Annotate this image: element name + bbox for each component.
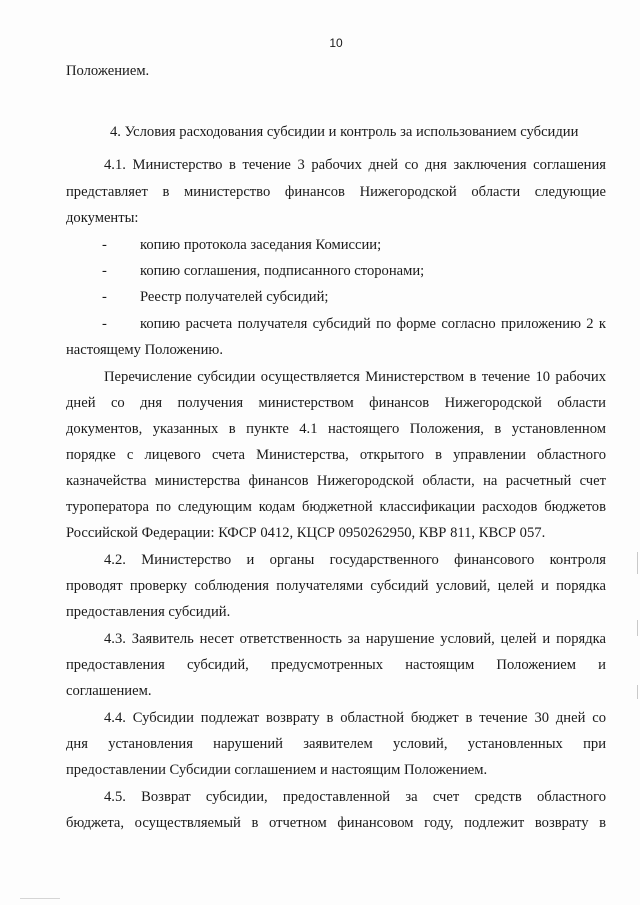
list-dash: - xyxy=(102,263,107,279)
paragraph-4-5-line-2: бюджета, осуществляемый в отчетном финансовом году, подлежит возврату в xyxy=(66,815,606,831)
paragraph-transfer-line-6: туроператора по следующим кодам бюджетной классификации расходов бюджетов xyxy=(66,499,606,515)
paragraph-4-4-line-3: предоставлении Субсидии соглашением и настоящим Положением. xyxy=(66,762,488,778)
page-number: 10 xyxy=(329,36,343,50)
list-item: копию протокола заседания Комиссии; xyxy=(140,237,382,253)
list-dash: - xyxy=(102,289,107,305)
paragraph-4-4-line-2: дня установления нарушений заявителем условий, установленных при xyxy=(66,736,606,752)
paragraph-4-1-line-3: документы: xyxy=(66,210,139,226)
scan-edge-mark xyxy=(637,620,638,636)
paragraph-4-5-line-1: 4.5. Возврат субсидии, предоставленной за счет средств областного xyxy=(104,789,606,805)
section-heading: 4. Условия расходования субсидии и контроль за использованием субсидии xyxy=(110,124,579,140)
paragraph-transfer-line-3: документов, указанных в пункте 4.1 настоящего Положения, в установленном xyxy=(66,421,606,437)
paragraph-4-2-line-1: 4.2. Министерство и органы государственного финансового контроля xyxy=(104,552,606,568)
list-dash: - xyxy=(102,237,107,253)
paragraph-4-1-line-1: 4.1. Министерство в течение 3 рабочих дней со дня заключения соглашения xyxy=(104,157,606,173)
paragraph-4-3-line-3: соглашением. xyxy=(66,683,152,699)
text-line-continuation: Положением. xyxy=(66,63,150,79)
paragraph-4-2-line-3: предоставления субсидий. xyxy=(66,604,231,620)
scan-edge-mark xyxy=(637,552,638,574)
list-item: Реестр получателей субсидий; xyxy=(140,289,329,305)
list-dash: - xyxy=(102,316,107,332)
list-item-continuation: настоящему Положению. xyxy=(66,342,223,358)
paragraph-4-1-line-2: представляет в министерство финансов Нижегородской области следующие xyxy=(66,184,606,200)
list-item: копию соглашения, подписанного сторонами; xyxy=(140,263,425,279)
scan-speck xyxy=(20,898,60,899)
paragraph-4-3-line-1: 4.3. Заявитель несет ответственность за нарушение условий, целей и порядка xyxy=(104,631,606,647)
list-item: копию расчета получателя субсидий по форме согласно приложению 2 к xyxy=(140,316,606,332)
paragraph-4-3-line-2: предоставления субсидий, предусмотренных настоящим Положением и xyxy=(66,657,606,673)
paragraph-transfer-line-5: казначейства министерства финансов Нижегородской области, на расчетный счет xyxy=(66,473,606,489)
paragraph-4-4-line-1: 4.4. Субсидии подлежат возврату в областной бюджет в течение 30 дней со xyxy=(104,710,606,726)
scan-edge-mark xyxy=(637,685,638,699)
paragraph-transfer-line-2: дней со дня получения министерством финансов Нижегородской области xyxy=(66,395,606,411)
paragraph-4-2-line-2: проводят проверку соблюдения получателями субсидий условий, целей и порядка xyxy=(66,578,606,594)
paragraph-transfer-line-4: порядке с лицевого счета Министерства, открытого в управлении областного xyxy=(66,447,606,463)
paragraph-transfer-line-1: Перечисление субсидии осуществляется Министерством в течение 10 рабочих xyxy=(104,369,606,385)
paragraph-transfer-line-7: Российской Федерации: КФСР 0412, КЦСР 0950262950, КВР 811, КВСР 057. xyxy=(66,525,546,541)
